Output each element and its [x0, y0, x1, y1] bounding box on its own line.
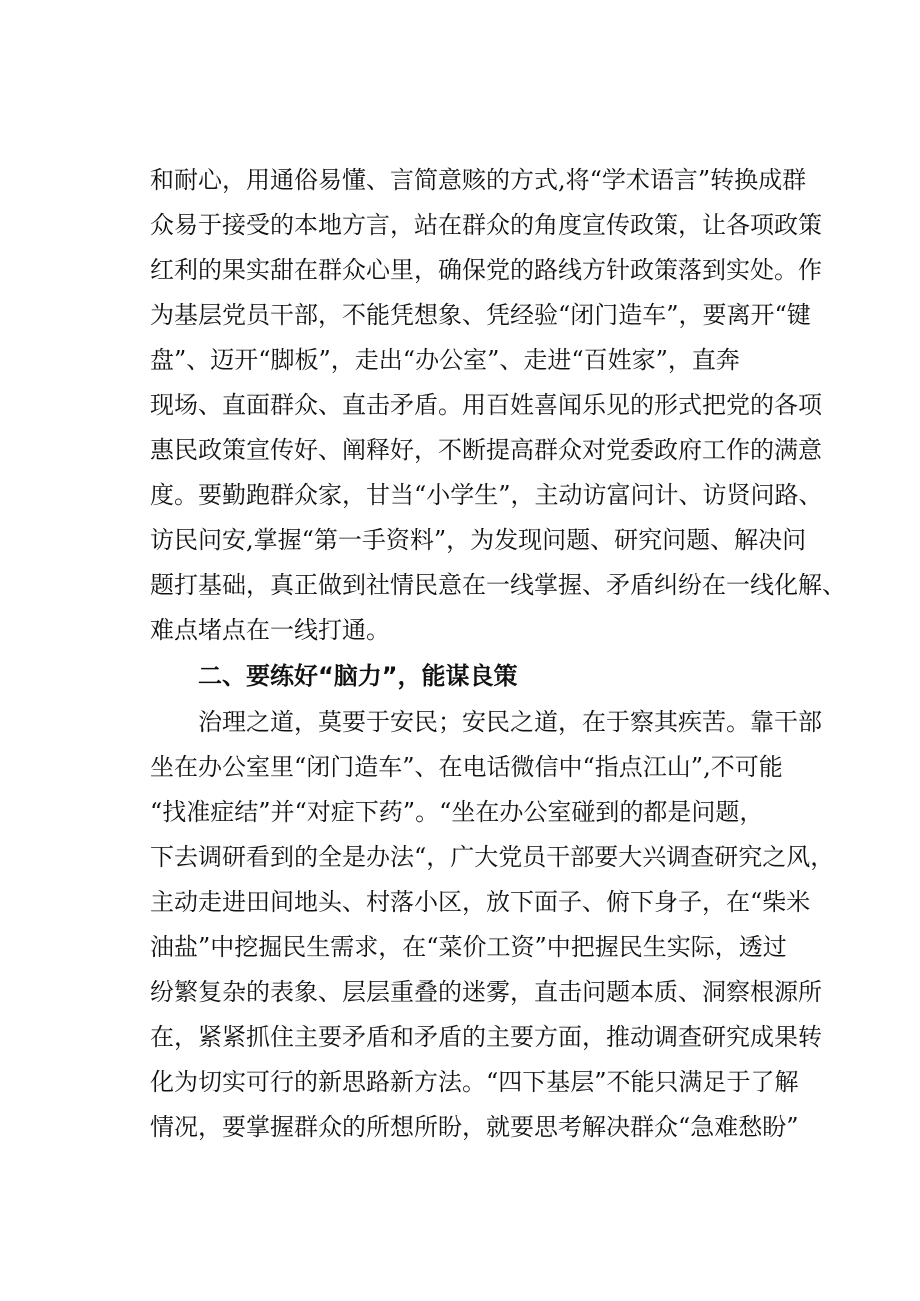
- paragraph-line: 度。要勤跑群众家，甘当“小学生”，主动访富问计、访贤问路、: [150, 481, 823, 509]
- paragraph-line: 下去调研看到的全是办法“，广大党员干部要大兴调查研究之风，: [150, 843, 835, 871]
- paragraph-line: 惠民政策宣传好、阐释好，不断提高群众对党委政府工作的满意: [150, 436, 822, 464]
- paragraph-line: 为基层党员干部，不能凭想象、凭经验“闭门造车”，要离开“键: [150, 301, 811, 329]
- paragraph-line: 化为切实可行的新思路新方法。“四下基层”不能只满足于了解: [150, 1068, 799, 1096]
- paragraph-line: 油盐”中挖掘民生需求，在“菜价工资”中把握民生实际，透过: [150, 933, 787, 961]
- paragraph-line: 治理之道，莫要于安民；安民之道，在于察其疾苦。靠干部: [198, 708, 822, 736]
- paragraph-line: 在，紧紧抓住主要矛盾和矛盾的主要方面，推动调查研究成果转: [150, 1023, 822, 1051]
- paragraph-line: 坐在办公室里“闭门造车”、在电话微信中“指点江山”,不可能: [150, 753, 783, 781]
- paragraph-line: 访民问安,掌握“第一手资料”，为发现问题、研究问题、解决问: [150, 526, 807, 554]
- paragraph-line: 现场、直面群众、直击矛盾。用百姓喜闻乐见的形式把党的各项: [150, 391, 822, 419]
- paragraph-line: 情况，要掌握群众的所想所盼，就要思考解决群众“急难愁盼”: [150, 1113, 799, 1141]
- paragraph-line: 盘”、迈开“脚板”，走出“办公室”、走进“百姓家”，直奔: [150, 346, 740, 374]
- section-heading: 二、要练好“脑力”，能谋良策: [198, 662, 518, 690]
- paragraph-line: 难点堵点在一线打通。: [150, 616, 390, 644]
- paragraph-line: 和耐心，用通俗易懂、言简意赅的方式,将“学术语言”转换成群: [150, 166, 807, 194]
- paragraph-line: 众易于接受的本地方言，站在群众的角度宣传政策，让各项政策: [150, 211, 822, 239]
- paragraph-line: 纷繁复杂的表象、层层重叠的迷雾，直击问题本质、洞察根源所: [150, 978, 822, 1006]
- paragraph-line: “找准症结”并“对症下药”。“坐在办公室碰到的都是问题，: [150, 798, 764, 826]
- paragraph-line: 题打基础，真正做到社情民意在一线掌握、矛盾纠纷在一线化解、: [150, 571, 846, 599]
- paragraph-line: 红利的果实甜在群众心里，确保党的路线方针政策落到实处。作: [150, 256, 822, 284]
- paragraph-line: 主动走进田间地头、村落小区，放下面子、俯下身子，在“柴米: [150, 888, 811, 916]
